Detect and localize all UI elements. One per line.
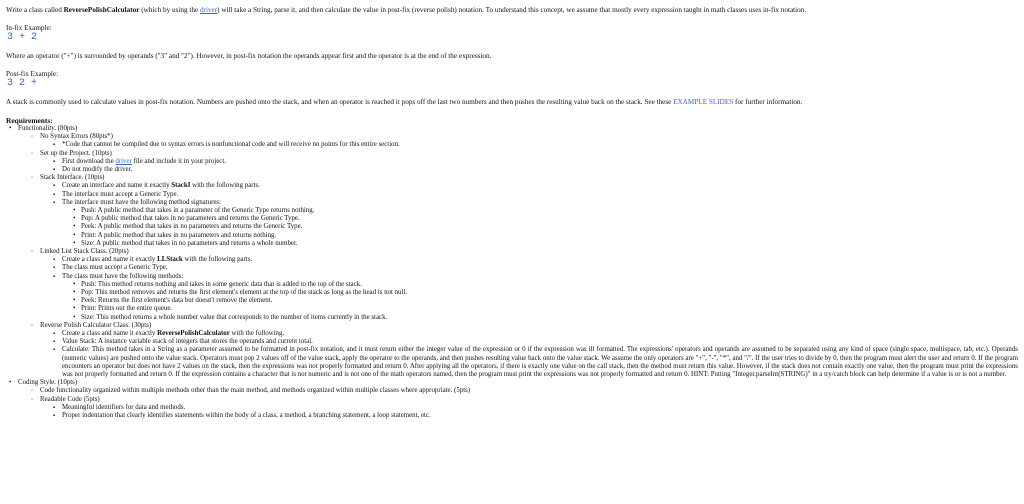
signature-print: • Print: A public method that takes in no parameters and returns nothing. (72, 232, 1018, 240)
stack-interface-signatures-label: The interface must have the following method signatures: (62, 198, 222, 206)
signature-peek: • Peek: A public method that takes in no parameters and returns the Generic Type. (72, 223, 1018, 231)
intro-paragraph (6, 6, 1018, 15)
rpc-create (52, 330, 1018, 338)
signature-push: • Push: A public method that takes in a parameter of the Generic Type returns nothing. (72, 207, 1018, 215)
stack-interface-generic: ▪ The interface must accept a Generic Type. (52, 191, 1018, 199)
driver-link[interactable]: driver (199, 6, 218, 14)
setup-download-b: file and include it in your project. (131, 157, 227, 165)
no-syntax-note: ▪ *Code that cannot be compiled due to syntax errors is nonfunctional code and will receive no points for this entire section. (52, 141, 1018, 149)
ll-stack-create-a: Create a class and name it exactly (62, 256, 158, 264)
rpc-value-stack: ▪ Value Stack: A instance variable stack of integers that stores the operands and current total. (52, 338, 1018, 346)
setup-download (52, 158, 1018, 166)
coding-style-indentation: ▪ Proper indentation that clearly identifies statements within the body of a class, a method, a branching statement, a loop statement, etc. (52, 412, 1018, 420)
method-print: • Print: Prints out the entire queue. (72, 305, 1018, 313)
setup-driver-link[interactable]: driver (115, 157, 132, 165)
requirements-heading: Requirements: (6, 115, 53, 125)
intro-before-class: Write a class called (6, 6, 64, 14)
coding-style-identifiers: ▪ Meaningful identifiers for data and methods. (52, 404, 1018, 412)
rpc-item (30, 322, 1018, 379)
operator-paragraph: Where an operator ("+") is surrounded by operands ("3" and "2"). However, in post-fix notation the operands appear first and the operator is at the end of the expression. (6, 52, 492, 61)
functionality-label: Functionality. (80pts) (18, 124, 78, 132)
setup-download-a: First download the (62, 157, 116, 165)
intro-after-class: (which by using the (139, 6, 200, 14)
rpc-name: ReversePolishCalculator (157, 330, 230, 338)
coding-style-readable-label: Readable Code (5pts) (40, 395, 100, 403)
ll-stack-label: Linked List Stack Class. (20pts) (40, 248, 129, 256)
rpc-calculate: ▪ Calculate: This method takes in a String as a parameter assumed to be formatted in post-fix notation, and it must return either the integer value of the expression or 0 if the expression was ill formatted. The expressions' operators and operands are assumed to be separated using any kind of space (single space, multispace, tab, etc.). Operands (numeric values) are pushed onto the value stack. Operators must pop 2 values off of the value stack, apply the operator to the operands, and then pushes resulting value back onto the value stack. We assume the only operators are "+", "-", "*", and "/". If the user tries to divide by 0, then the program must alert the user and return 0. If the program encounters an operator but does not have 2 values on the stack, then the expressions was not properly formatted and return 0. After applying all the operators, if there is exactly one value on the call stack, then the method must return this value. However, if the stack does not contain exactly one value, then the program must print the expressions was not properly formatted and return 0. If the expression contains a character that is not numeric and is not one of the math operators named, then the program must print the expressions was not properly formatted and return 0. HINT: Putting "Integer.parseInt(STRING)" in a try/catch block can help determine if a value is or is not a number. (52, 346, 1018, 379)
ll-stack-create-b: with the following parts. (182, 256, 253, 264)
stack-tail-text: for further information. (733, 98, 803, 107)
requirements-list (6, 125, 1018, 420)
no-syntax-label: No Syntax Errors (80pts*) (40, 133, 113, 141)
stack-interface-name: StackI (171, 182, 191, 190)
class-name: ReversePolishCalculator (63, 6, 140, 14)
method-push: • Push: This method returns nothing and takes in some generic data that is added to the top of the stack. (72, 281, 1018, 289)
setup-label: Set up the Project. (10pts) (40, 149, 112, 157)
method-pop: • Pop: This method removes and returns the first element's element at the top of the stack as long as the head is not null. (72, 289, 1018, 297)
ll-stack-name: LLStack (157, 256, 183, 264)
method-peek: • Peek: Returns the first element's data but doesn't remove the element. (72, 297, 1018, 305)
rpc-create-b: with the following. (229, 330, 285, 338)
postfix-example: 3 2 + (7, 78, 38, 90)
stack-paragraph (6, 98, 1018, 107)
assignment-page (6, 6, 1018, 420)
no-syntax-item (30, 133, 1018, 149)
signature-size: • Size: A public method that takes in no parameters and returns a whole number. (72, 240, 1018, 248)
stack-main-text: A stack is commonly used to calculate values in post-fix notation. Numbers are pushed onto the stack, and when an operator is reached it pops off the last two numbers and then pushes the resulting value back on the stack. See these (6, 98, 674, 107)
rpc-label: Reverse Polish Calculator Class. (30pts) (40, 321, 152, 329)
method-size: • Size: This method returns a whole number value that corresponds to the number of items currently in the stack. (72, 314, 1018, 322)
coding-style-readable (30, 396, 1018, 421)
coding-style-methods: ◦ Code functionality organized within multiple methods other than the main method, and methods organized within multiple classes where appropriate. (5pts) (30, 387, 1018, 395)
signature-pop: • Pop: A public method that takes in no parameters and returns the Generic Type. (72, 215, 1018, 223)
infix-example: 3 + 2 (7, 32, 38, 44)
setup-item (30, 150, 1018, 175)
infix-label: In-fix Example: (6, 23, 52, 32)
stack-interface-label: Stack Interface. (10pts) (40, 174, 105, 182)
functionality-item (6, 125, 1018, 379)
coding-style-label: Coding Style. (10pts) (18, 379, 78, 387)
stack-interface-create (52, 182, 1018, 190)
stack-interface-item (30, 174, 1018, 248)
rpc-create-a: Create a class and name it exactly (62, 330, 158, 338)
example-slides-link[interactable]: EXAMPLE SLIDES (673, 98, 734, 107)
coding-style-item (6, 379, 1018, 420)
ll-stack-generic: ▪ The class must accept a Generic Type. (52, 264, 1018, 272)
ll-stack-methods-label: The class must have the following methods: (62, 272, 184, 280)
ll-stack-methods (52, 273, 1018, 322)
stack-interface-create-a: Create an interface and name it exactly (62, 182, 172, 190)
setup-no-modify: ▪ Do not modify the driver. (52, 166, 1018, 174)
ll-stack-item (30, 248, 1018, 322)
stack-interface-signatures (52, 199, 1018, 248)
stack-interface-create-b: with the following parts. (190, 182, 260, 190)
postfix-label: Post-fix Example: (6, 69, 59, 78)
ll-stack-create (52, 256, 1018, 264)
intro-rest: ) will take a String, parse it, and then calculate the value in post-fix (reverse polish) notation. To understand this concept, we assume that mostly every expression taught in math classes uses in-fix notation. (217, 6, 807, 14)
